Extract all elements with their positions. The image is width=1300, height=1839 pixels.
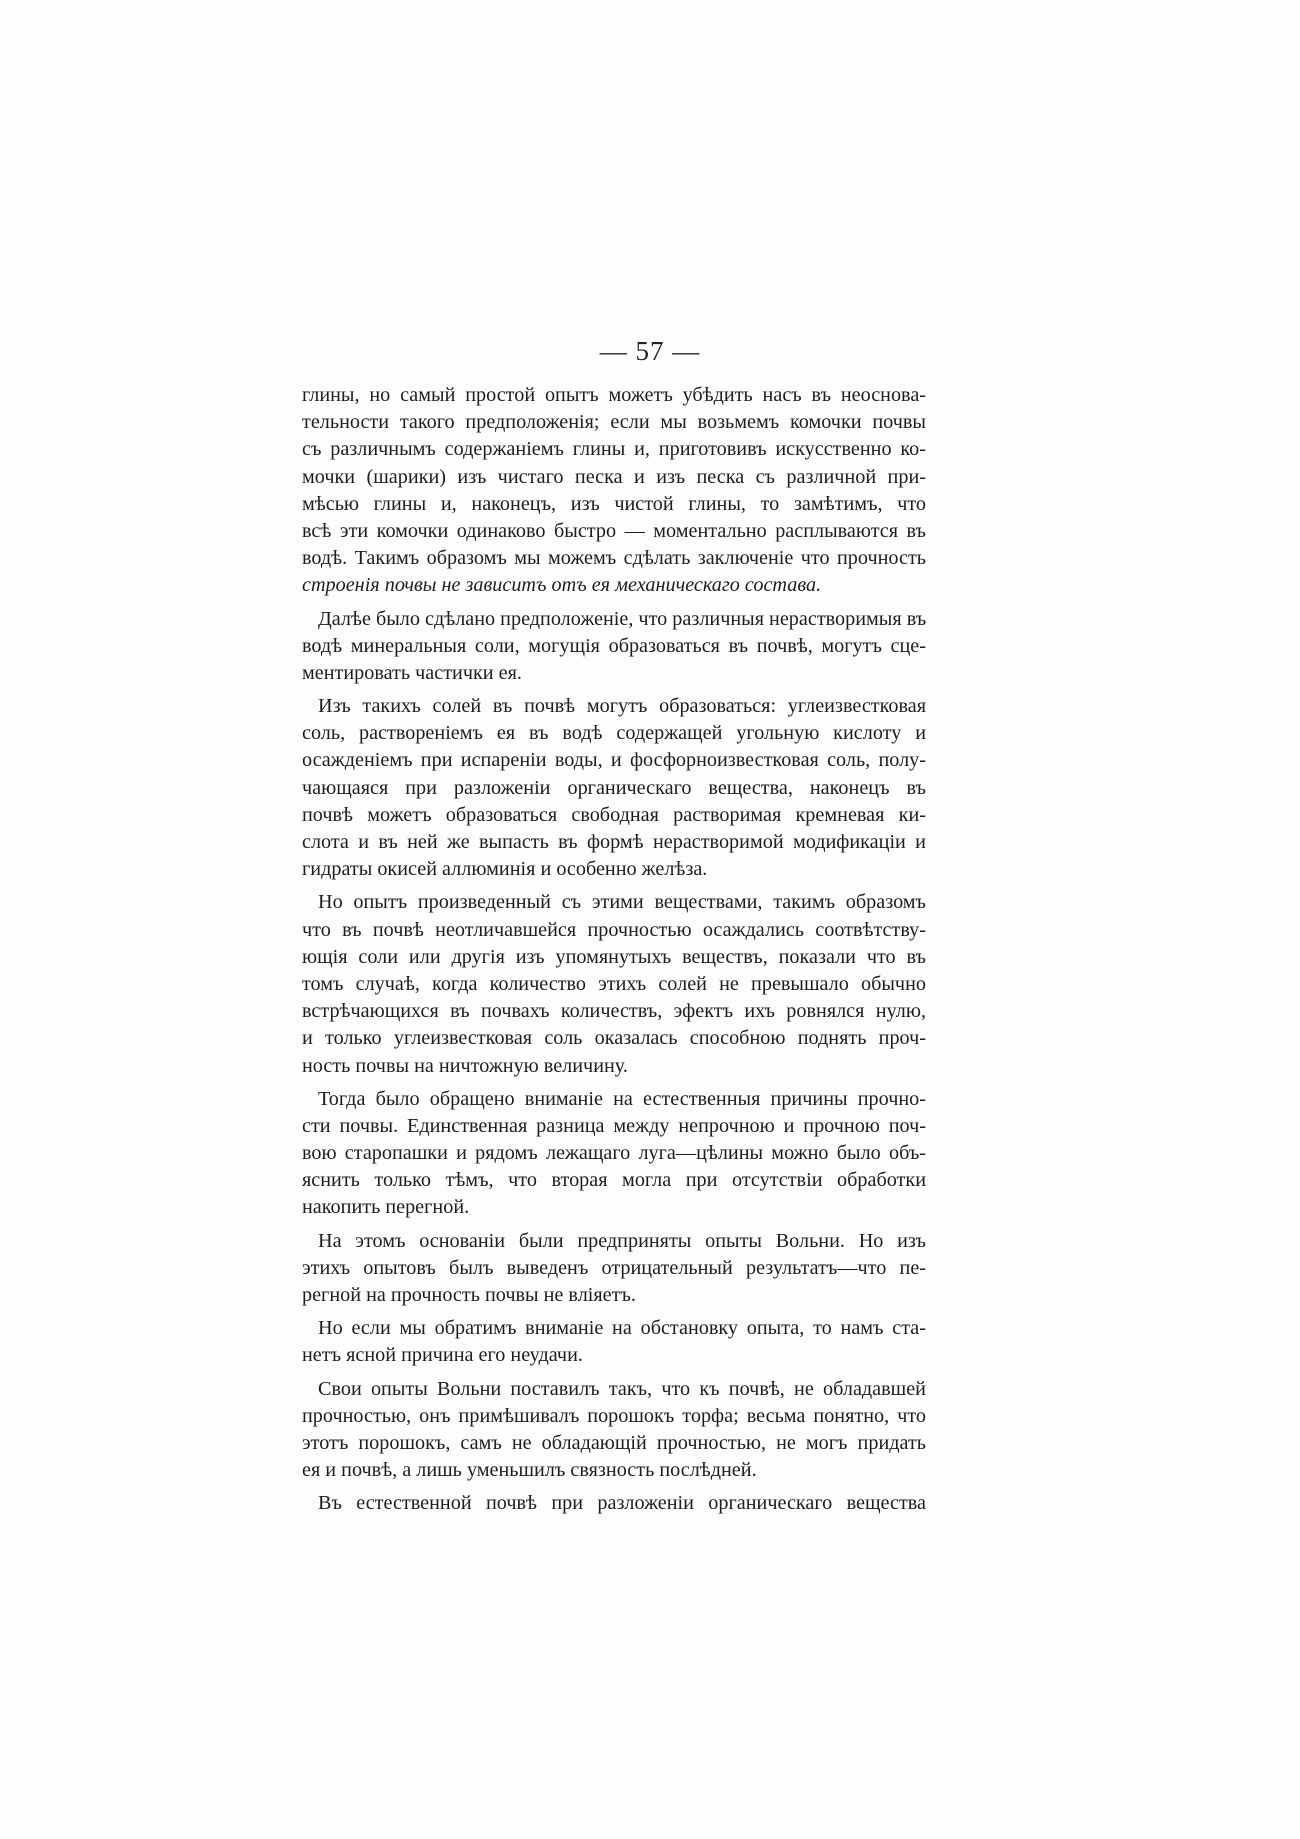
text-line: встрѣчающихся въ почвахъ количествъ, эфектъ ихъ ровнялся нулю, — [302, 1000, 926, 1023]
text-line: чающаяся при разложеніи органическаго вещества, наконецъ въ — [302, 776, 926, 799]
text-line: тельности такого предположенія; если мы возьмемъ комочки почвы — [302, 411, 926, 434]
text-line: яснить только тѣмъ, что вторая могла при отсутствіи обработки — [302, 1169, 926, 1192]
text-line: всѣ эти комочки одинаково быстро — моментально расплываются въ — [302, 519, 926, 542]
text-line: ея и почвѣ, а лишь уменьшилъ связность послѣдней. — [302, 1459, 757, 1482]
text-line: вою старопашки и рядомъ лежащаго луга—цѣлины можно было объ- — [302, 1142, 926, 1165]
text-line: ющія соли или другія изъ упомянутыхъ веществъ, показали что въ — [302, 945, 926, 968]
paragraph — [302, 1228, 926, 1310]
text-line: регной на прочность почвы не вліяетъ. — [302, 1284, 636, 1306]
text-line: этотъ порошокъ, самъ не обладающій прочностью, не могъ придать — [302, 1431, 926, 1454]
paragraph — [302, 1376, 926, 1485]
text-line: мѣсью глины и, наконецъ, изъ чистой глины, то замѣтимъ, что — [302, 492, 926, 515]
paragraph — [302, 606, 926, 688]
text-line: Но если мы обратимъ вниманіе на обстановку опыта, то намъ ста- — [318, 1317, 926, 1340]
paragraph — [302, 1315, 926, 1369]
text-line: осажденіемъ при испареніи воды, и фосфорноизвестковая соль, полу- — [302, 749, 926, 772]
text-line: гидраты окисей аллюминія и особенно желѣза. — [302, 858, 708, 881]
text-line: водѣ. Такимъ образомъ мы можемъ сдѣлать заключеніе что прочность — [302, 547, 926, 570]
paragraph — [302, 382, 926, 600]
text-line: ность почвы на ничтожную величину. — [302, 1054, 628, 1077]
text-line: что въ почвѣ неотличавшейся прочностью осаждались соотвѣтству- — [302, 918, 926, 941]
text-line: Тогда было обращено вниманіе на естественныя причины прочно- — [318, 1087, 926, 1110]
paragraph — [302, 1086, 926, 1222]
text-line: томъ случаѣ, когда количество этихъ солей не превышало обычно — [302, 972, 926, 995]
text-line: прочностью, онъ примѣшивалъ порошокъ торфа; весьма понятно, что — [302, 1404, 926, 1427]
paragraph — [302, 693, 926, 883]
text-line: Далѣе было сдѣлано предположеніе, что различныя нерастворимыя въ — [318, 607, 927, 630]
text-line: нетъ ясной причина его неудачи. — [302, 1344, 583, 1367]
body-text — [302, 382, 926, 1518]
text-line: Въ естественной почвѣ при разложеніи органическаго вещества — [318, 1492, 926, 1515]
text-line: Но опытъ произведенный съ этими веществами, такимъ образомъ — [318, 891, 926, 914]
paragraph — [302, 889, 926, 1079]
text-line: Изъ такихъ солей въ почвѣ могутъ образоваться: углеизвестковая — [318, 695, 926, 718]
text-line: сти почвы. Единственная разница между непрочною и прочною поч- — [302, 1114, 926, 1137]
text-line: накопить перегной. — [302, 1196, 470, 1219]
text-line: водѣ минеральныя соли, могущія образоваться въ почвѣ, могутъ сце- — [302, 634, 926, 657]
text-line: На этомъ основаніи были предприняты опыты Вольни. Но изъ — [318, 1229, 926, 1252]
text-line: почвѣ можетъ образоваться свободная растворимая кремневая ки- — [302, 803, 926, 826]
text-line: соль, раствореніемъ ея въ водѣ содержащей угольную кислоту и — [302, 722, 926, 745]
text-line: Свои опыты Вольни поставилъ такъ, что къ почвѣ, не обладавшей — [318, 1377, 926, 1400]
page-number: — 57 — — [599, 336, 701, 366]
text-line: этихъ опытовъ былъ выведенъ отрицательный результатъ—что пе- — [302, 1256, 926, 1279]
text-line: мочки (шарики) изъ чистаго песка и изъ песка съ различной при- — [302, 465, 926, 488]
text-line: слота и въ ней же выпасть въ формѣ нерастворимой модификаціи и — [302, 831, 926, 853]
text-line: и только углеизвестковая соль оказалась способною поднять проч- — [302, 1027, 926, 1050]
text-line: съ различнымъ содержаніемъ глины и, приготовивъ искусственно ко- — [302, 438, 926, 461]
paragraph — [302, 1490, 926, 1517]
text-line: строенія почвы не зависитъ отъ ея механическаго состава. — [302, 574, 822, 597]
text-line: глины, но самый простой опытъ можетъ убѣдить насъ въ неоснова- — [302, 384, 926, 406]
text-line: ментировать частички ея. — [302, 661, 522, 684]
